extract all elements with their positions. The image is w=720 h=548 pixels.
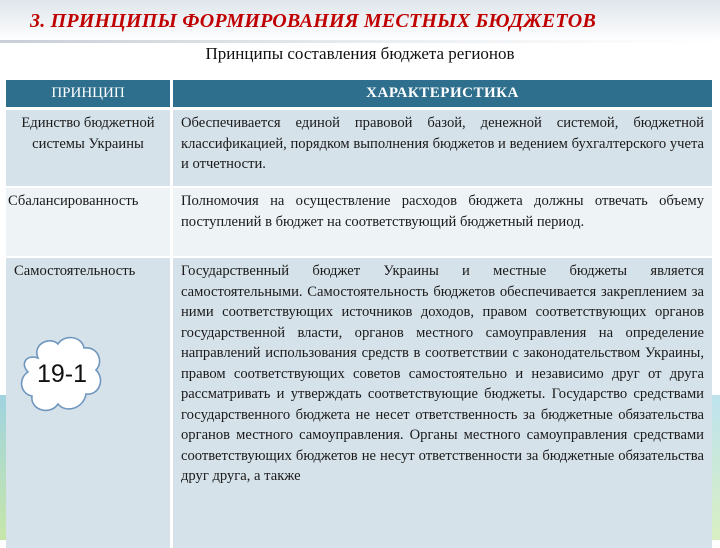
header-principle — [6, 80, 170, 107]
header-principle-label: ПРИНЦИП — [51, 85, 125, 101]
title-rule — [0, 40, 720, 43]
table-row-principle: Самостоятельность — [6, 258, 170, 548]
slide-subtitle: Принципы составления бюджета регионов — [205, 44, 515, 63]
table-row-characteristic: Полномочия на осуществление расходов бюджета должны отвечать объему поступлений в бюджет на соответствующий бюджетный период. — [173, 188, 712, 256]
table-row-characteristic: Государственный бюджет Украины и местные бюджеты является самостоятельными. Самостоятельность бюджетов обеспечивается закреплением за ними соответствующих источников доходов, правом соответствующих органов государственной власти, органов местного самоуправления на определение направлений использования средств в соответствии с законодательством Украины, правом соответствующих советов самостоятельно и независимо друг от друга рассматривать и утверждать соответствующие бюджеты. Государство средствами государственного бюджета не несет ответственность за бюджетные обязательства органов местного самоуправления. Органы местного самоуправления средствами соответствующих бюджетов не несут ответственности за бюджетные обязательства друг друга, а также — [173, 258, 712, 548]
table-row-principle: Сбалансированность — [6, 188, 170, 256]
table-row-characteristic: Обеспечивается единой правовой базой, денежной системой, бюджетной классификацией, порядком выполнения бюджетов и ведением бухгалтерского учета и отчетности. — [173, 110, 712, 186]
slide-number-label: 19-1 — [36, 360, 88, 388]
slide-title: 3. ПРИНЦИПЫ ФОРМИРОВАНИЯ МЕСТНЫХ БЮДЖЕТОВ — [30, 10, 596, 32]
slide-number-badge — [18, 330, 106, 420]
table-row-principle: Единство бюджетной системы Украины — [6, 110, 170, 186]
header-characteristic-label: ХАРАКТЕРИСТИКА — [366, 85, 519, 101]
side-decoration-right — [712, 395, 720, 540]
header-characteristic — [173, 80, 712, 107]
